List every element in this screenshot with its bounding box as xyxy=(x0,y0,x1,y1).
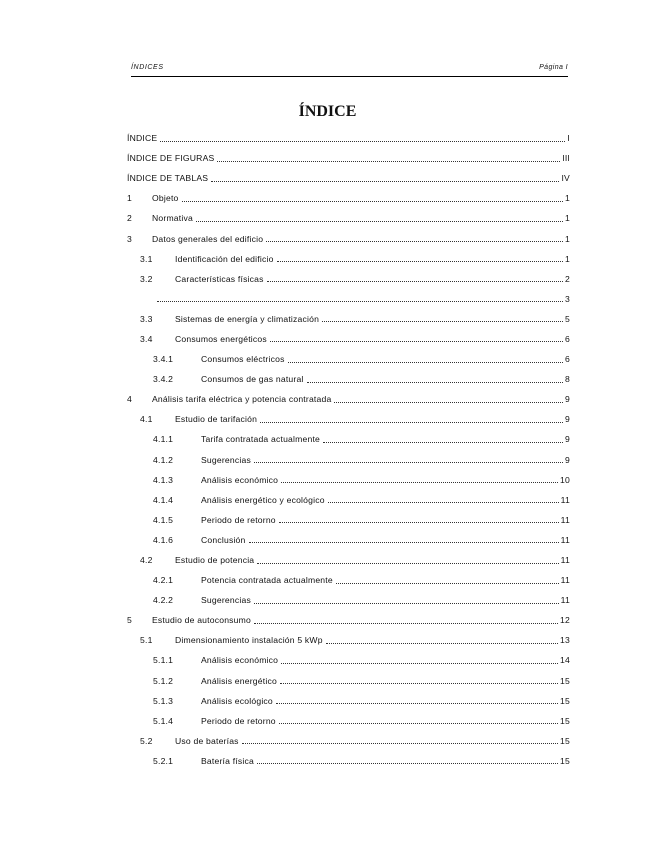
toc-dot-leader xyxy=(307,382,563,383)
toc-dot-leader xyxy=(211,181,559,182)
header-page-number: Página I xyxy=(539,64,568,71)
toc-dot-leader xyxy=(257,763,558,764)
toc-entry-number: 4.1.6 xyxy=(153,534,174,545)
toc-entry-label: Identificación del edificio xyxy=(175,253,274,264)
toc-entry-page: 1 xyxy=(565,233,570,244)
toc-entry-number: 4.2.2 xyxy=(153,595,174,606)
toc-dot-leader xyxy=(254,462,563,463)
toc-entry-page: 15 xyxy=(560,675,570,686)
toc-entry-number: 3.3 xyxy=(140,313,153,324)
page-title: ÍNDICE xyxy=(298,103,357,120)
toc-entry-number: 4.1 xyxy=(140,414,153,425)
toc-entry[interactable] xyxy=(127,249,570,269)
toc-entry-page: 15 xyxy=(560,735,570,746)
toc-entry[interactable] xyxy=(127,148,570,168)
toc-entry-label: Análisis tarifa eléctrica y potencia contratada xyxy=(152,394,332,405)
toc-entry[interactable] xyxy=(127,550,570,570)
toc-entry-label: Sugerencias xyxy=(201,454,251,465)
header-section-label: ÍNDICES xyxy=(131,64,164,71)
toc-entry-number: 1 xyxy=(127,193,132,204)
toc-entry-label: Normativa xyxy=(152,213,193,224)
toc-entry-page: 11 xyxy=(560,514,570,525)
toc-entry-number: 3.2 xyxy=(140,273,153,284)
toc-entry-page: 12 xyxy=(560,615,570,626)
toc-entry-number: 5.2.1 xyxy=(153,755,174,766)
toc-entry-label: Uso de baterías xyxy=(175,735,239,746)
toc-entry-number: 5.2 xyxy=(140,735,153,746)
toc-entry-page: 8 xyxy=(565,374,570,385)
toc-dot-leader xyxy=(277,261,563,262)
toc-entry[interactable] xyxy=(127,610,570,630)
toc-entry-label: Estudio de tarifación xyxy=(175,414,258,425)
toc-entry[interactable] xyxy=(127,269,570,289)
toc-entry-label: Tarifa contratada actualmente xyxy=(201,434,321,445)
toc-entry-number: 4.1.4 xyxy=(153,494,174,505)
toc-entry-number: 4.1.3 xyxy=(153,474,174,485)
toc-dot-leader xyxy=(281,663,558,664)
toc-dot-leader xyxy=(288,362,563,363)
toc-entry-label: ÍNDICE xyxy=(127,133,158,144)
toc-entry-label: Dimensionamiento instalación 5 kWp xyxy=(175,635,323,646)
toc-entry[interactable] xyxy=(127,409,570,429)
toc-dot-leader xyxy=(334,402,563,403)
toc-entry[interactable] xyxy=(127,510,570,530)
toc-entry[interactable] xyxy=(127,349,570,369)
toc-dot-leader xyxy=(182,201,563,202)
toc-dot-leader xyxy=(279,723,558,724)
toc-entry-page: 15 xyxy=(560,715,570,726)
toc-entry-label: Características físicas xyxy=(175,273,264,284)
toc-entry-label: Análisis económico xyxy=(201,655,279,666)
toc-dot-leader xyxy=(326,643,558,644)
toc-entry-number: 4.2 xyxy=(140,555,153,566)
toc-entry-page: 11 xyxy=(560,555,570,566)
toc-entry-number: 4 xyxy=(127,394,132,405)
toc-entry-label: Análisis energético xyxy=(201,675,277,686)
toc-entry-label: Batería física xyxy=(201,755,254,766)
toc-entry-number: 3.1 xyxy=(140,253,153,264)
toc-entry-page: 9 xyxy=(565,454,570,465)
toc-entry[interactable] xyxy=(127,389,570,409)
toc-entry-number: 3 xyxy=(127,233,132,244)
toc-entry[interactable] xyxy=(127,570,570,590)
toc-entry-label: Sugerencias xyxy=(201,595,251,606)
toc-entry[interactable] xyxy=(127,228,570,248)
toc-entry-page: 15 xyxy=(560,755,570,766)
toc-dot-leader xyxy=(254,603,559,604)
toc-entry-label: Análisis económico xyxy=(201,474,279,485)
toc-entry-label: Análisis ecológico xyxy=(201,695,273,706)
page-header xyxy=(131,64,568,77)
toc-entry-label: Conclusión xyxy=(201,534,246,545)
toc-entry[interactable] xyxy=(127,530,570,550)
toc-entry-page: 1 xyxy=(565,253,570,264)
toc-entry-page: 14 xyxy=(560,655,570,666)
toc-dot-leader xyxy=(280,683,558,684)
toc-entry-label: Consumos energéticos xyxy=(175,333,267,344)
toc-entry-page: 1 xyxy=(565,193,570,204)
toc-entry-number: 5.1.1 xyxy=(153,655,174,666)
toc-dot-leader xyxy=(279,522,559,523)
toc-entry[interactable] xyxy=(127,751,570,771)
toc-dot-leader xyxy=(270,341,563,342)
toc-dot-leader xyxy=(249,542,559,543)
toc-entry-page: I xyxy=(567,133,570,144)
toc-dot-leader xyxy=(260,422,563,423)
toc-entry[interactable] xyxy=(127,168,570,188)
toc-entry-number: 4.1.5 xyxy=(153,514,174,525)
toc-entry-page: 10 xyxy=(560,474,570,485)
toc-dot-leader xyxy=(336,583,559,584)
toc-entry-label: Estudio de potencia xyxy=(175,555,255,566)
toc-entry-number: 4.1.2 xyxy=(153,454,174,465)
toc-entry[interactable] xyxy=(127,289,570,309)
toc-dot-leader xyxy=(276,703,558,704)
toc-entry-label: Periodo de retorno xyxy=(201,514,276,525)
toc-entry-page: 9 xyxy=(565,394,570,405)
toc-entry[interactable] xyxy=(127,188,570,208)
toc-entry-page: IV xyxy=(561,173,570,184)
toc-entry[interactable] xyxy=(127,128,570,148)
toc-dot-leader xyxy=(254,623,558,624)
toc-dot-leader xyxy=(157,301,563,302)
toc-entry-page: 11 xyxy=(560,575,570,586)
toc-entry-page: 3 xyxy=(565,293,570,304)
toc-dot-leader xyxy=(322,321,563,322)
toc-entry[interactable] xyxy=(127,429,570,449)
toc-entry-page: III xyxy=(562,153,570,164)
toc-entry-number: 5.1.2 xyxy=(153,675,174,686)
toc-entry-page: 15 xyxy=(560,695,570,706)
toc-entry-label: Análisis energético y ecológico xyxy=(201,494,325,505)
toc-entry-number: 5 xyxy=(127,615,132,626)
toc-entry[interactable] xyxy=(127,329,570,349)
toc-entry-label: Potencia contratada actualmente xyxy=(201,575,333,586)
toc-entry-number: 3.4.2 xyxy=(153,374,174,385)
toc-entry-page: 5 xyxy=(565,313,570,324)
toc-entry-label: Consumos eléctricos xyxy=(201,354,285,365)
toc-entry-page: 13 xyxy=(560,635,570,646)
toc-entry-page: 2 xyxy=(565,273,570,284)
toc-entry[interactable] xyxy=(127,470,570,490)
toc-entry-number: 4.1.1 xyxy=(153,434,174,445)
toc-dot-leader xyxy=(281,482,558,483)
toc-dot-leader xyxy=(328,502,559,503)
toc-entry-label: Periodo de retorno xyxy=(201,715,276,726)
toc-entry-number: 5.1.4 xyxy=(153,715,174,726)
toc-entry-label: Estudio de autoconsumo xyxy=(152,615,251,626)
toc-dot-leader xyxy=(323,442,563,443)
toc-entry-label: Datos generales del edificio xyxy=(152,233,264,244)
toc-dot-leader xyxy=(267,281,563,282)
toc-entry-label: ÍNDICE DE FIGURAS xyxy=(127,153,215,164)
toc-entry-number: 4.2.1 xyxy=(153,575,174,586)
toc-entry-page: 6 xyxy=(565,354,570,365)
toc-entry-number: 5.1.3 xyxy=(153,695,174,706)
toc-dot-leader xyxy=(196,221,563,222)
toc-entry[interactable] xyxy=(127,490,570,510)
toc-entry-page: 11 xyxy=(560,494,570,505)
toc-entry-page: 9 xyxy=(565,414,570,425)
toc-entry-label: ÍNDICE DE TABLAS xyxy=(127,173,209,184)
toc-entry[interactable] xyxy=(127,208,570,228)
toc-entry[interactable] xyxy=(127,369,570,389)
toc-entry-page: 11 xyxy=(560,595,570,606)
toc-entry[interactable] xyxy=(127,671,570,691)
toc-entry[interactable] xyxy=(127,731,570,751)
toc-entry[interactable] xyxy=(127,691,570,711)
toc-entry-number: 3.4.1 xyxy=(153,354,174,365)
toc-dot-leader xyxy=(266,241,563,242)
toc-entry[interactable] xyxy=(127,590,570,610)
toc-dot-leader xyxy=(217,161,560,162)
toc-entry[interactable] xyxy=(127,450,570,470)
toc-entry-label: Objeto xyxy=(152,193,179,204)
toc-entry-number: 2 xyxy=(127,213,132,224)
toc-entry-page: 9 xyxy=(565,434,570,445)
toc-entry-number: 5.1 xyxy=(140,635,153,646)
toc-dot-leader xyxy=(257,563,558,564)
toc-entry-page: 1 xyxy=(565,213,570,224)
toc-entry-number: 3.4 xyxy=(140,333,153,344)
toc-entry-page: 6 xyxy=(565,333,570,344)
toc-entry[interactable] xyxy=(127,650,570,670)
toc-entry[interactable] xyxy=(127,630,570,650)
toc-entry-page: 11 xyxy=(560,534,570,545)
toc-entry[interactable] xyxy=(127,711,570,731)
toc-dot-leader xyxy=(242,743,558,744)
toc-dot-leader xyxy=(160,141,565,142)
table-of-contents xyxy=(127,128,570,771)
toc-entry-label: Consumos de gas natural xyxy=(201,374,304,385)
toc-entry[interactable] xyxy=(127,309,570,329)
toc-entry-label: Sistemas de energía y climatización xyxy=(175,313,320,324)
